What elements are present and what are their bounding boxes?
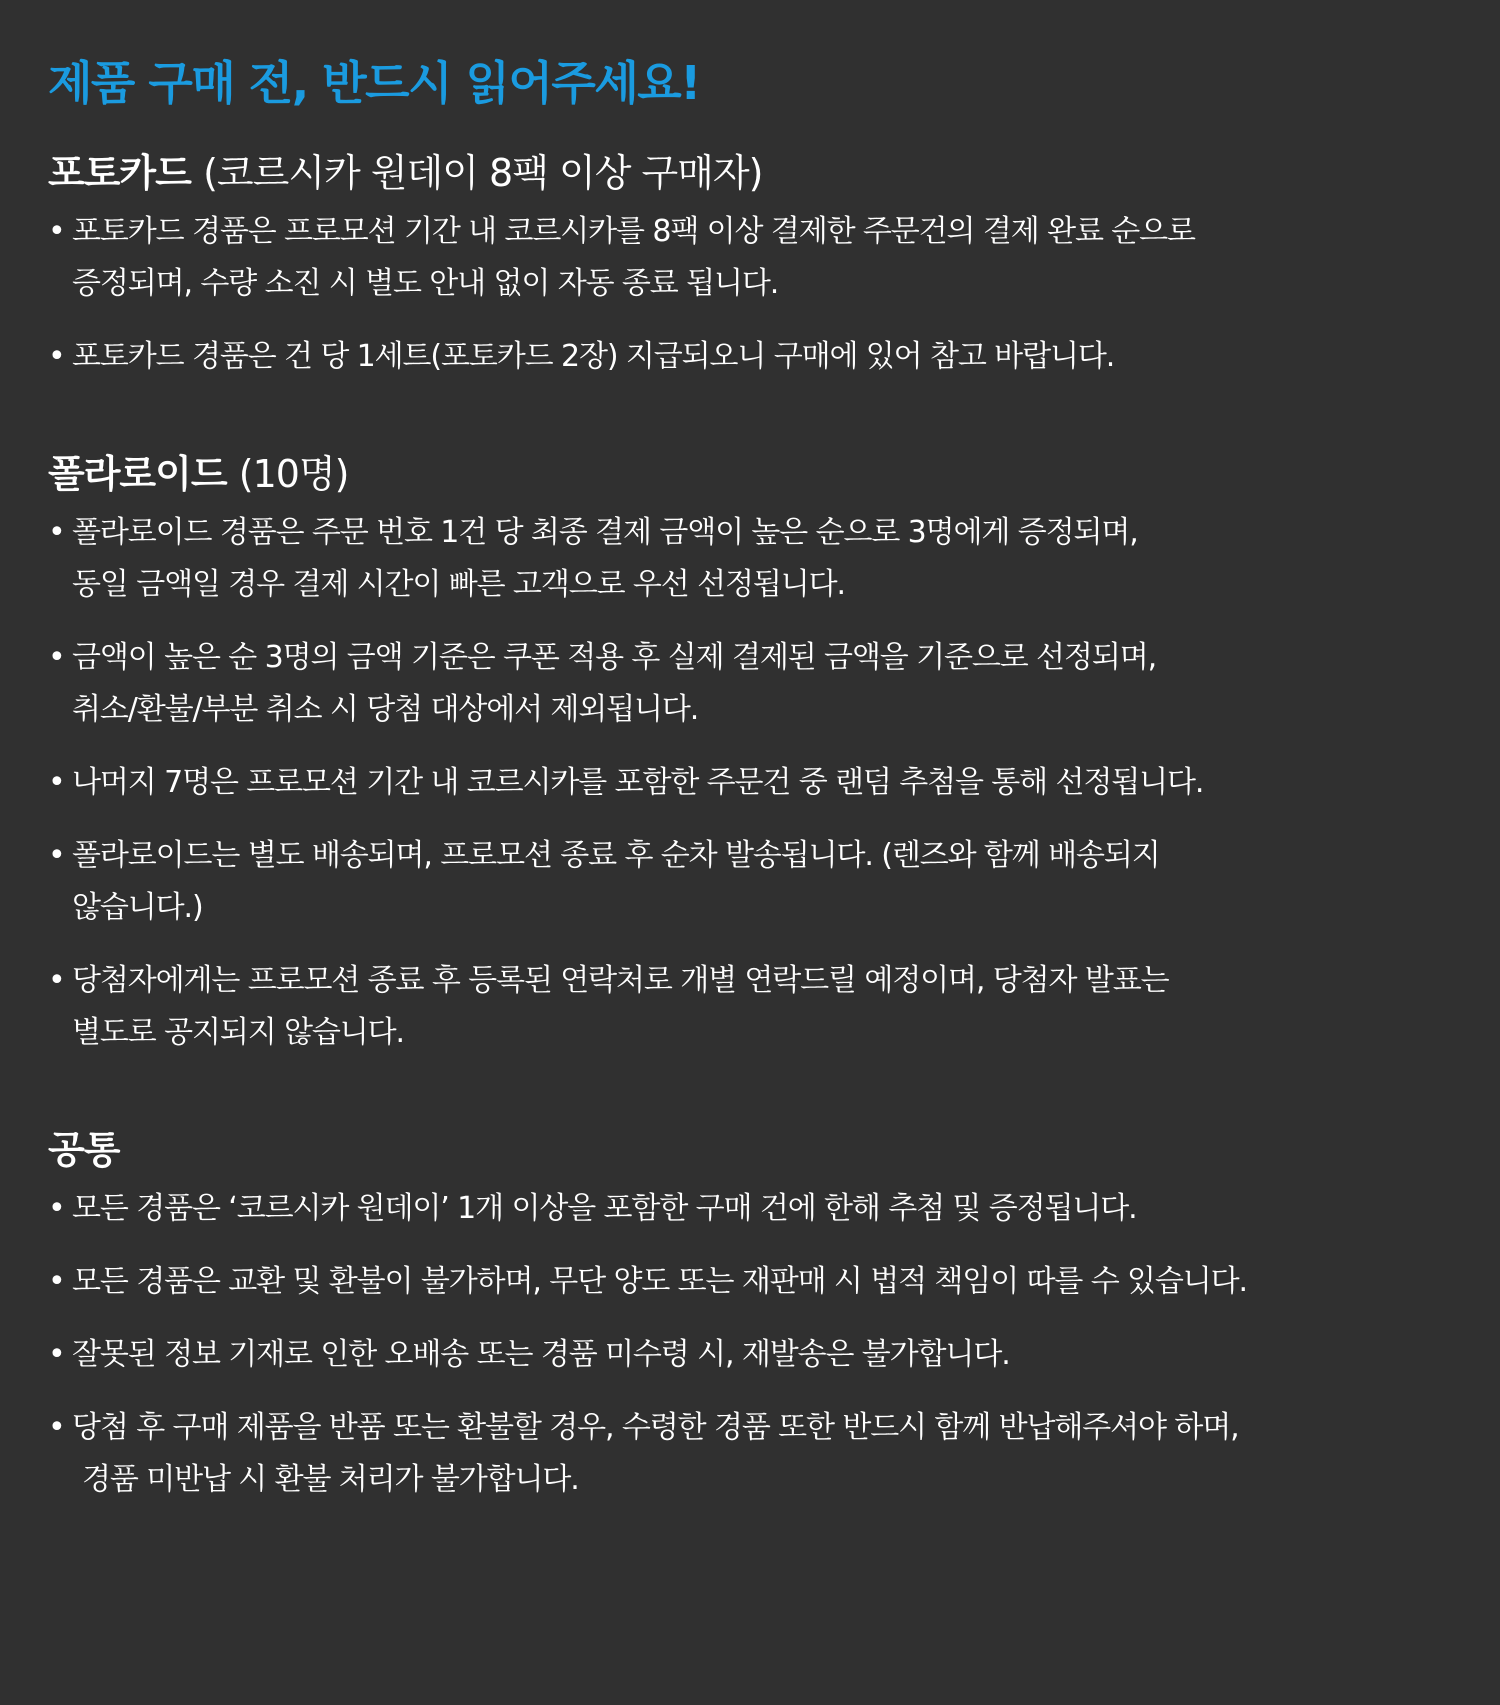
list-item-line: 당첨 후 구매 제품을 반품 또는 환불할 경우, 수령한 경품 또한 반드시 함께 반납해주셔야 하며, bbox=[72, 1410, 1239, 1445]
list-item bbox=[48, 1256, 1470, 1308]
list-item-line: 취소/환불/부분 취소 시 당첨 대상에서 제외됩니다. bbox=[72, 692, 699, 727]
section-heading-subtitle: (10명) bbox=[238, 452, 349, 496]
list-item-line: 폴라로이드는 별도 배송되며, 프로모션 종료 후 순차 발송됩니다. (렌즈와 함께 배송되지 bbox=[72, 838, 1160, 873]
section-polaroid bbox=[48, 447, 1470, 1059]
section-heading-title: 공통 bbox=[48, 1128, 120, 1172]
list-item-line: 별도로 공지되지 않습니다. bbox=[72, 1015, 404, 1050]
bullet-icon: • bbox=[48, 1264, 65, 1299]
list-item-line: 포토카드 경품은 프로모션 기간 내 코르시카를 8팩 이상 결제한 주문건의 결제 완료 순으로 bbox=[72, 214, 1195, 249]
bullet-icon: • bbox=[48, 1410, 65, 1445]
bullet-icon: • bbox=[48, 1337, 65, 1372]
bullet-list bbox=[48, 206, 1470, 383]
bullet-icon: • bbox=[48, 963, 65, 998]
section-heading-title: 포토카드 bbox=[48, 151, 191, 195]
list-item-line: 당첨자에게는 프로모션 종료 후 등록된 연락처로 개별 연락드릴 예정이며, 당첨자 발표는 bbox=[72, 963, 1169, 998]
bullet-icon: • bbox=[48, 214, 65, 249]
list-item-line: 잘못된 정보 기재로 인한 오배송 또는 경품 미수령 시, 재발송은 불가합니다. bbox=[72, 1337, 1010, 1372]
list-item bbox=[48, 1183, 1470, 1235]
section-heading bbox=[48, 1123, 1470, 1177]
bullet-list bbox=[48, 507, 1470, 1059]
list-item-line: 포토카드 경품은 건 당 1세트(포토카드 2장) 지급되오니 구매에 있어 참고 바랍니다. bbox=[72, 339, 1115, 374]
list-item-line: 모든 경품은 교환 및 환불이 불가하며, 무단 양도 또는 재판매 시 법적 책임이 따를 수 있습니다. bbox=[72, 1264, 1247, 1299]
notice-title: 제품 구매 전, 반드시 읽어주세요! bbox=[48, 56, 700, 110]
section-photocard bbox=[48, 146, 1470, 383]
list-item-line: 폴라로이드 경품은 주문 번호 1건 당 최종 결제 금액이 높은 순으로 3명에게 증정되며, bbox=[72, 515, 1138, 550]
bullet-icon: • bbox=[48, 765, 65, 800]
bullet-icon: • bbox=[48, 640, 65, 675]
list-item bbox=[48, 632, 1470, 736]
list-item bbox=[48, 507, 1470, 611]
list-item bbox=[48, 206, 1470, 310]
section-heading bbox=[48, 146, 1470, 200]
list-item-line: 금액이 높은 순 3명의 금액 기준은 쿠폰 적용 후 실제 결제된 금액을 기준으로 선정되며, bbox=[72, 640, 1157, 675]
list-item-line: 증정되며, 수량 소진 시 별도 안내 없이 자동 종료 됩니다. bbox=[72, 266, 779, 301]
list-item-line: 나머지 7명은 프로모션 기간 내 코르시카를 포함한 주문건 중 랜덤 추첨을 통해 선정됩니다. bbox=[72, 765, 1204, 800]
list-item bbox=[48, 757, 1470, 809]
section-common bbox=[48, 1123, 1470, 1506]
section-heading bbox=[48, 447, 1470, 501]
section-heading-subtitle: (코르시카 원데이 8팩 이상 구매자) bbox=[203, 151, 763, 195]
list-item-line: 모든 경품은 ‘코르시카 원데이’ 1개 이상을 포함한 구매 건에 한해 추첨 및 증정됩니다. bbox=[72, 1191, 1137, 1226]
list-item bbox=[48, 331, 1470, 383]
bullet-icon: • bbox=[48, 339, 65, 374]
list-item bbox=[48, 955, 1470, 1059]
list-item bbox=[48, 1329, 1470, 1381]
bullet-icon: • bbox=[48, 1191, 65, 1226]
bullet-list bbox=[48, 1183, 1470, 1506]
section-heading-title: 폴라로이드 bbox=[48, 452, 227, 496]
list-item-line: 경품 미반납 시 환불 처리가 불가합니다. bbox=[82, 1462, 579, 1497]
list-item-line: 않습니다.) bbox=[72, 890, 203, 925]
list-item-line: 동일 금액일 경우 결제 시간이 빠른 고객으로 우선 선정됩니다. bbox=[72, 567, 845, 602]
list-item bbox=[48, 830, 1470, 934]
list-item bbox=[48, 1402, 1470, 1506]
bullet-icon: • bbox=[48, 515, 65, 550]
bullet-icon: • bbox=[48, 838, 65, 873]
